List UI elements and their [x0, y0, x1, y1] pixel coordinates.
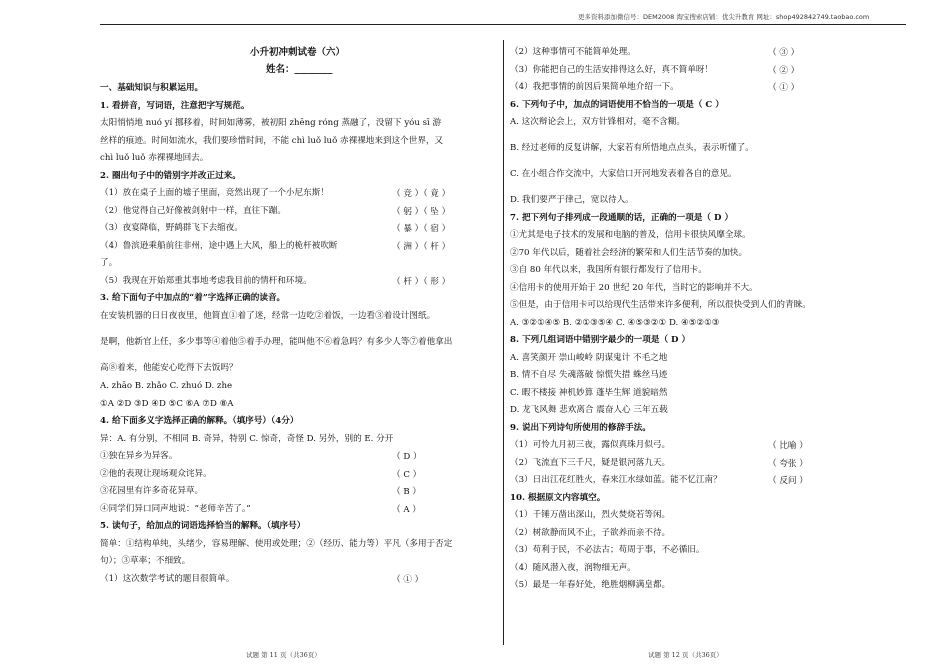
line-q1: 1. 看拼音，写词语，注意把字写规范。 — [100, 100, 250, 111]
answer-q4e: （ A ） — [392, 504, 421, 515]
line-q3d: A. zhāo B. zhǎo C. zhuó D. zhe — [100, 380, 233, 391]
line-s1: 一、基础知识与积累运用。 — [100, 83, 204, 93]
line-q2b: （2）他觉得自己好像被剑射中一样，直往下蹦。 — [100, 205, 286, 216]
line-r20: D. 龙飞风舞 悲欢离合 震奋人心 三年五载 — [510, 405, 668, 415]
line-r17: A. 喜笑颜开 崇山峻岭 阴谋鬼计 不毛之地 — [510, 352, 668, 363]
name-label: 姓名：________ — [266, 64, 333, 75]
line-r5: A. 这次辩论会上，双方针锋相对，毫不含糊。 — [510, 117, 685, 127]
answer-r24: （ 反问 ） — [768, 476, 808, 486]
line-r29: （4）随风潜入夜，润物细无声。 — [510, 562, 636, 573]
answer-r1: （ ③ ） — [768, 48, 800, 58]
line-r27: （2）树欲静而风不止，子欲养而亲不待。 — [510, 527, 671, 538]
answer-r3: （ ① ） — [768, 83, 800, 93]
answer-q2c: （ 暴 ）（ 宿 ） — [392, 224, 451, 234]
answer-q2b: （ 躬 ）（ 坠 ） — [392, 206, 451, 217]
line-q4: 4. 给下面多义字选择正确的解释。（填序号）（4分） — [100, 416, 299, 426]
line-q2: 2. 圈出句子中的错别字并改正过来。 — [100, 170, 241, 181]
line-r25: 10. 根据原文内容填空。 — [510, 492, 606, 503]
answer-q4c: （ C ） — [392, 469, 422, 480]
line-q5: 5. 读句子，给加点的词语选择恰当的解释。（填序号） — [100, 521, 306, 531]
line-q1b: 丝样的痕迹。时间如流水，我们要珍惜时间，不能 chì luǒ luǒ 赤裸裸地来到这个世界，又 — [100, 135, 444, 146]
answer-q4d: （ B ） — [392, 487, 421, 497]
line-q3c: 高⑧着来，他能安心吃得下去饭吗？ — [100, 362, 238, 373]
answer-q5c: （ ① ） — [392, 574, 424, 585]
answer-r22: （ 比喻 ） — [768, 441, 808, 451]
line-q2a: （1）放在桌子上面的墟子里面，竞然出现了一个小尼东斯！ — [100, 188, 329, 198]
answer-r2: （ ② ） — [768, 65, 800, 76]
line-r22: （1）可怜九月初三夜，露似真珠月似弓。 — [510, 440, 671, 450]
line-r9: 7. 把下列句子排列成一段通顺的话，正确的一项是（ D ） — [510, 212, 734, 223]
line-q3: 3. 给下面句子中加点的“着”字选择正确的读音。 — [100, 293, 286, 303]
line-q2d: （4）鲁滨逊乘船前往非州，途中遇上大风，船上的桅杆被吹断 — [100, 240, 338, 251]
right-footer: 试题 第 12 页（共36页） — [648, 651, 723, 659]
line-r13: ④信用卡的使用开始于 20 世纪 20 年代，当时它的影响并不大。 — [510, 282, 758, 293]
line-r14: ⑤但是，由于信用卡可以给现代生活带来许多便利，所以很快受到人们的青睐。 — [510, 300, 811, 310]
answer-r23: （ 夸张 ） — [768, 458, 808, 469]
answer-q2d: （ 洲 ）（ 杆 ） — [392, 241, 451, 252]
line-q2e: 了。 — [100, 258, 118, 268]
line-r15: A. ③②①④⑤ B. ②①③⑤④ C. ④⑤③②① D. ④⑤②①③ — [510, 317, 720, 328]
answer-q2f: （ 杆 ）（ 形 ） — [392, 276, 451, 287]
line-r21: 9. 说出下列诗句所使用的修辞手法。 — [510, 422, 651, 433]
line-q3b: 是啊，他新官上任，多少事等④着他⑤着手办理，能叫他不⑥着急吗？有多少人等⑦着他拿出 — [100, 336, 453, 347]
line-q1a: 太阳悄悄地 nuó yí 挪移着，时间如薄雾，被初阳 zhēng róng 蒸融了，没留下 yóu sī 游 — [100, 118, 442, 128]
line-q4b: ①独在异乡为异客。 — [100, 451, 178, 461]
answer-q4b: （ D ） — [392, 452, 422, 462]
line-r7: C. 在小组合作交流中，大家信口开河地发表着各自的意见。 — [510, 169, 737, 179]
line-r2: （3）你能把自己的生活安排得这么好，真不简单呀！ — [510, 64, 714, 75]
line-q3e: ①A ②D ③D ④D ⑤C ⑥A ⑦D ⑧A — [100, 398, 234, 409]
line-r8: D. 我们要严于律己，宽以待人。 — [510, 195, 634, 205]
line-r12: ③自 80 年代以来，我国所有银行都发行了信用卡。 — [510, 265, 707, 275]
top-rule — [100, 24, 906, 25]
page-title: 小升初冲刺试卷（六） — [250, 47, 346, 58]
line-q4d: ③花园里有许多奇花异草。 — [100, 486, 204, 496]
line-q3a: 在安装机器的日日夜夜里，他简直①着了迷，经常一边吃②着饭，一边看③着设计图纸。 — [100, 310, 436, 321]
line-r28: （3）苟利于民，不必法古；苟周于事，不必循旧。 — [510, 545, 705, 555]
line-q2c: （3）夜宴降临，野鹤群飞下去缩夜。 — [100, 223, 243, 233]
line-r23: （2）飞流直下三千尺，疑是银河落九天。 — [510, 457, 671, 468]
line-r26: （1）千锤万凿出深山，烈火焚烧若等闲。 — [510, 510, 671, 520]
line-r3: （4）我把事情的前因后果简单地介绍一下。 — [510, 82, 679, 92]
line-q5b: 句）；③草率；不细致。 — [100, 556, 191, 566]
line-q2f: （5）我现在开始郑重其事地考虑我目前的情杆和环境。 — [100, 275, 312, 286]
line-r6: B. 经过老师的反复讲解，大家若有所悟地点点头，表示听懂了。 — [510, 143, 754, 153]
answer-q2a: （ 竞 ）（ 竟 ） — [392, 189, 451, 199]
line-q4c: ②他的表现让现场观众诧异。 — [100, 468, 212, 479]
line-q5a: 简单：①结构单纯，头绪少，容易理解、使用或处理；②（经历、能力等）平凡（多用于否定 — [100, 538, 453, 549]
left-footer: 试题 第 11 页（共36页） — [246, 651, 321, 659]
line-r11: ②70 年代以后，随着社会经济的繁荣和人们生活节奏的加快。 — [510, 247, 748, 258]
line-r16: 8. 下列几组词语中错别字最少的一项是（ D ） — [510, 335, 691, 345]
line-r1: （2）这种事情可不能简单处理。 — [510, 47, 636, 57]
line-r4: 6. 下列句子中，加点的词语使用不恰当的一项是（ C ） — [510, 99, 724, 110]
line-r10: ①尤其是电子技术的发展和电脑的普及，信用卡很快风靡全球。 — [510, 230, 751, 240]
line-q4e: ④同学们异口同声地说：“老师辛苦了。” — [100, 503, 251, 514]
column-divider — [503, 40, 504, 645]
line-r30: （5）最是一年春好处，绝胜烟柳满皇都。 — [510, 580, 671, 590]
line-q1c: chì luǒ luǒ 赤裸裸地回去。 — [100, 153, 209, 163]
line-r24: （3）日出江花红胜火，春来江水绿如蓝。能不忆江南？ — [510, 475, 722, 485]
top-note: 更多资料添加微信号：DEM2008 淘宝搜索店铺：优尖升教育 网址：shop492842749.taobao.com — [578, 13, 870, 21]
line-q5c: （1）这次数学考试的题目很简单。 — [100, 573, 235, 584]
line-r19: C. 暇不楼接 神机妙算 蓬毕生辉 道貌暗然 — [510, 387, 668, 398]
line-r18: B. 情不自尽 失魂落破 惊慌失措 蛛丝马迹 — [510, 370, 668, 380]
line-q4a: 异：A. 有分别，不相同 B. 奇异，特别 C. 惊奇，奇怪 D. 另外，别的 E. 分开 — [100, 433, 394, 444]
